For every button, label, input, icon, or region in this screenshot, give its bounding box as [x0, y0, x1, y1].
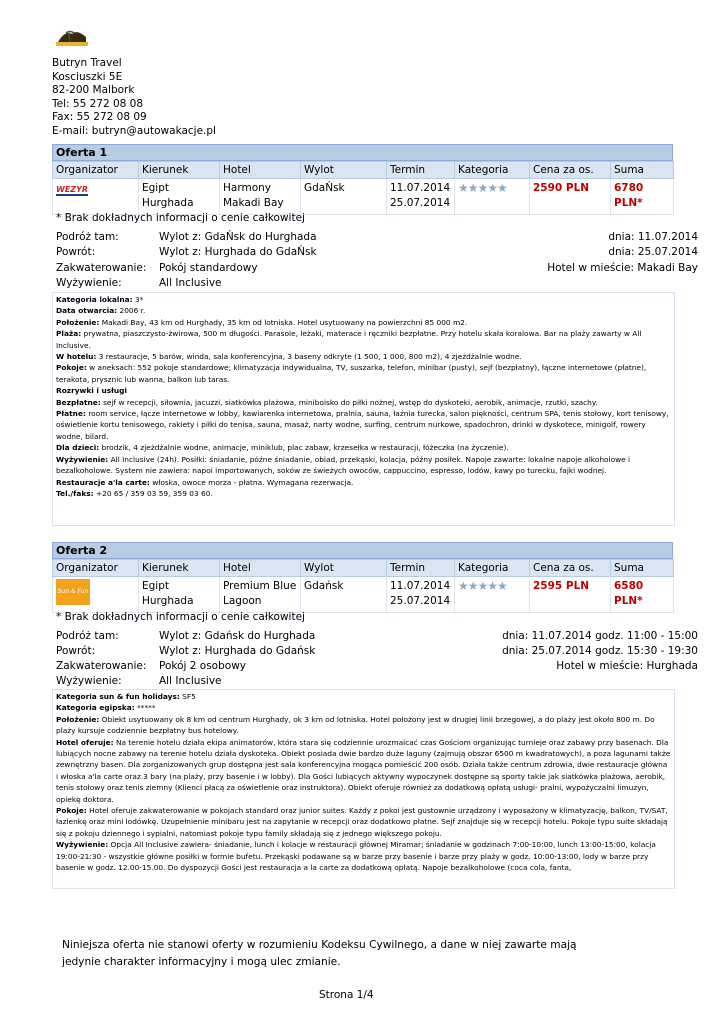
col-total: Suma	[611, 560, 674, 577]
page-number: Strona 1/4	[319, 989, 374, 1001]
disclaimer: Niniejsza oferta nie stanowi oferty w rozumieniu Kodeksu Cywilnego, a dane w niej zawarte mają jedynie charakter informacyjny i mogą ulec zmianie.	[62, 939, 577, 968]
detail-paragraph	[56, 702, 671, 713]
col-direction: Kierunek	[139, 162, 220, 179]
agency-logo	[55, 28, 89, 48]
return-row	[56, 644, 698, 659]
return-row	[56, 245, 698, 260]
detail-paragraph	[56, 477, 671, 488]
category-cell	[455, 179, 530, 215]
detail-value: w aneksach: 552 pokoje standardowe; klimatyzacja indywidualna, TV, suszarka, telefon, minibar (pusty), sejf (bezpłatny), łączne internetowe (płatne), terakota, prysznic lub wanna, balkon lub taras.	[56, 363, 647, 384]
return-label: Powrót:	[56, 246, 96, 258]
agency-contact	[52, 57, 216, 139]
direction-cell	[139, 577, 220, 613]
total-cell: 6580 PLN*	[611, 577, 674, 613]
detail-paragraph	[56, 397, 671, 408]
table-header-row	[53, 162, 674, 179]
board-value: All Inclusive	[159, 277, 222, 289]
col-organizer: Organizator	[53, 560, 139, 577]
outbound-date: dnia: 11.07.2014	[608, 231, 698, 243]
category-cell	[455, 577, 530, 613]
board-label: Wyżywienie:	[56, 675, 122, 687]
agency-street: Kosciuszki 5E	[52, 70, 123, 83]
date-cell	[387, 577, 455, 613]
detail-key: Tel./faks:	[56, 488, 94, 498]
detail-paragraph	[56, 294, 671, 305]
hotel-details	[52, 689, 675, 889]
detail-paragraph	[56, 351, 671, 362]
outbound-value: Wylot z: GdaŃsk do Hurghada	[159, 231, 317, 243]
return-value: Wylot z: Hurghada do GdaŃsk	[159, 246, 317, 258]
offer-1	[52, 144, 673, 215]
col-direction: Kierunek	[139, 560, 220, 577]
date-from: 11.07.2014	[390, 182, 451, 194]
detail-paragraph	[56, 328, 671, 351]
date-to: 25.07.2014	[390, 595, 451, 607]
accommodation-label: Zakwaterowanie:	[56, 262, 147, 274]
detail-key: Pokoje:	[56, 806, 87, 816]
col-departure: Wylot	[301, 162, 387, 179]
hotel-cell	[220, 577, 301, 613]
offer-table	[52, 161, 674, 215]
detail-key: Kategoria lokalna:	[56, 295, 133, 304]
date-to: 25.07.2014	[390, 197, 451, 209]
organizer-logo: Sun & Fun	[56, 579, 90, 605]
detail-key: Dla dzieci:	[56, 443, 100, 453]
direction-country: Egipt	[142, 580, 169, 592]
return-value: Wylot z: Hurghada do Gdańsk	[159, 645, 316, 657]
direction-city: Hurghada	[142, 595, 194, 607]
detail-value: Makadi Bay, 43 km od Hurghady, 35 km od lotniska. Hotel usytuowany na powierzchni 85 000 m2.	[99, 317, 468, 327]
outbound-value: Wylot z: Gdańsk do Hurghada	[159, 630, 316, 642]
agency-city: 82-200 Malbork	[52, 84, 135, 97]
detail-key: Wyżywienie:	[56, 840, 109, 850]
board-label: Wyżywienie:	[56, 277, 122, 289]
return-date: dnia: 25.07.2014	[608, 246, 698, 258]
price-note: * Brak dokładnych informacji o cenie całkowitej	[56, 212, 305, 224]
board-value: All Inclusive	[159, 675, 222, 687]
detail-value: 3 restauracje, 5 barów, winda, sala konferencyjna, 3 baseny odkryte (1 500, 1 000, 800 m2), 4 zjeżdżalnie wodne.	[96, 352, 522, 362]
col-price: Cena za os.	[530, 560, 611, 577]
detail-value: Hotel oferuje zakwaterowanie w pokojach standard oraz junior suites. Każdy z pokoi jest gustownie urządzony i wyposażony w klimatyzację, balkon, TV/SAT, łazienkę oraz mini lodówkę. Uzupełnienie minibaru jest na zapytanie w recepcji oraz dodatkowo płatne. Sejf znajduje się w recepcji hotelu. Pokoje typu suite składają się z pokoju dziennego i sypialni, natomiast pokoje typu family składają się z jednego większego pokoju.	[56, 806, 668, 838]
detail-value: brodzik, 4 zjeżdżalnie wodne, animacje, miniklub, plac zabaw, krzesełka w restauracji, łóżeczka (na życzenie).	[99, 443, 509, 453]
total-cell: 6780 PLN*	[611, 179, 674, 215]
accommodation-label: Zakwaterowanie:	[56, 660, 147, 672]
col-category: Kategoria	[455, 162, 530, 179]
detail-paragraph	[56, 385, 671, 396]
detail-key: Kategoria sun & fun holidays:	[56, 692, 180, 701]
detail-key: Data otwarcia:	[56, 306, 118, 316]
detail-paragraph	[56, 805, 671, 839]
detail-key: Położenie:	[56, 317, 100, 327]
price-cell: 2595 PLN	[530, 577, 611, 613]
board-row	[56, 276, 698, 291]
col-departure: Wylot	[301, 560, 387, 577]
offer-table	[52, 559, 674, 613]
table-row	[53, 577, 674, 613]
date-cell	[387, 179, 455, 215]
detail-key: Pokoje:	[56, 363, 87, 373]
detail-value: Obiekt usytuowany ok 8 km od centrum Hurghady, ok 3 km od lotniska. Hotel położony jest w drugiej linii brzegowej, a do plaży jest około 800 m. Do plaży kursuje codziennie bezpłatny bus hotelowy.	[56, 714, 655, 736]
direction-city: Hurghada	[142, 197, 194, 209]
hotel-name: Harmony	[223, 182, 271, 194]
organizer-cell	[53, 577, 139, 613]
hotel-details	[52, 292, 675, 526]
accommodation-value: Pokój standardowy	[159, 262, 258, 274]
return-label: Powrót:	[56, 645, 96, 657]
direction-cell	[139, 179, 220, 215]
star-rating-icon: ★★★★★	[458, 181, 507, 195]
hotel-name: Premium Blue	[223, 580, 297, 592]
hotel-cell	[220, 179, 301, 215]
hotel-city: Hotel w mieście: Hurghada	[556, 660, 698, 672]
detail-value: prywatna, piaszczysto-żwirowa, 500 m długości. Parasole, leżaki, materace i ręczniki bezpłatne. Przy hotelu skała koralowa. Bar na plaży zawarty w All Inclusive.	[56, 329, 642, 350]
outbound-row	[56, 230, 698, 245]
detail-value: 2006 r.	[117, 306, 146, 316]
hotel-name-2: Makadi Bay	[223, 197, 284, 209]
outbound-label: Podróż tam:	[56, 630, 119, 642]
hotel-city: Hotel w mieście: Makadi Bay	[547, 262, 698, 274]
detail-value: Na terenie hotelu działa ekipa animatorów, która stara się codziennie urozmaicać czas Gościom organizując turnieje oraz zabawy przy basenach. Dla lubiących nocne zabawy na terenie hotelu działa dyskoteka. Obiekt posiada dwie bardzo duże laguny (zajmują obszar 6500 m kwadratowych), a poza lagunami także zewnętrzny basen. Dla zorganizowanych grup dostępna jest sala konferencyjna mogąca pomieścić 200 osób. Działa także centrum zdrowia, dwie restauracje główna i włoska a'la carte oraz 3 bary (na plaży, przy basenie i w lobby). Dla Gości lubiących aktywny wypoczynek dostępne są sporty takie jak siatkówka plażowa, aerobik, tenis stołowy oraz tenis ziemny (Klienci płacą za oświetlenie oraz instruktora). Obiekt oferuje również za dodatkową opłatą usługi- pralni, wypożyczalni limuzyn, opiekę doktora.	[56, 737, 671, 804]
detail-key: Bezpłatne:	[56, 397, 101, 407]
detail-value: 3*	[132, 295, 144, 304]
detail-key: Płatne:	[56, 409, 86, 419]
outbound-date: dnia: 11.07.2014 godz. 11:00 - 15:00	[502, 630, 698, 642]
detail-key: Restauracje a'la carte:	[56, 477, 150, 487]
agency-fax: Fax: 55 272 08 09	[52, 111, 147, 124]
hotel-name-2: Lagoon	[223, 595, 262, 607]
detail-paragraph	[56, 737, 671, 805]
detail-paragraph	[56, 691, 671, 702]
col-date: Termin	[387, 162, 455, 179]
detail-paragraph	[56, 442, 671, 453]
agency-email[interactable]: E-mail: butryn@autowakacje.pl	[52, 124, 216, 137]
board-row	[56, 674, 698, 689]
detail-paragraph	[56, 362, 671, 385]
accommodation-row	[56, 261, 698, 276]
col-hotel: Hotel	[220, 560, 301, 577]
date-from: 11.07.2014	[390, 580, 451, 592]
detail-value: All Inclusive (24h). Posiłki: śniadanie, późne śniadanie, obiad, przekąski, kolacja, późny posiłek. Napoje zawarte: lokalne napoje alkoholowe i bezalkoholowe. System nie zawiera: napoi importowanych, soków ze świeżych owoców, cappuccino, espresso, lodów, kawy po turecku, fajki wodnej.	[56, 454, 631, 476]
star-rating-icon: ★★★★★	[458, 579, 507, 593]
detail-key: W hotelu:	[56, 352, 97, 362]
table-row	[53, 179, 674, 215]
direction-country: Egipt	[142, 182, 169, 194]
offer-2	[52, 542, 673, 613]
detail-paragraph	[56, 305, 671, 316]
detail-key: Hotel oferuje:	[56, 737, 114, 747]
detail-key: Położenie:	[56, 714, 100, 724]
detail-value: włoska, owoce morza - płatna. Wymagana rezerwacja.	[149, 477, 354, 487]
agency-tel: Tel: 55 272 08 08	[52, 97, 144, 110]
detail-paragraph	[56, 839, 671, 873]
detail-paragraph	[56, 714, 671, 737]
detail-key: Rozrywki i usługi	[56, 386, 127, 396]
detail-value: +20 65 / 359 03 59, 359 03 60.	[93, 488, 213, 498]
offer-title: Oferta 2	[52, 542, 673, 559]
organizer-logo: WEZYR	[56, 185, 89, 194]
col-date: Termin	[387, 560, 455, 577]
departure-cell: Gdańsk	[301, 577, 387, 613]
organizer-cell	[53, 179, 139, 215]
price-cell: 2590 PLN	[530, 179, 611, 215]
price-note: * Brak dokładnych informacji o cenie całkowitej	[56, 611, 305, 623]
detail-paragraph	[56, 454, 671, 477]
col-total: Suma	[611, 162, 674, 179]
col-category: Kategoria	[455, 560, 530, 577]
offer-title: Oferta 1	[52, 144, 673, 161]
accommodation-value: Pokój 2 osobowy	[159, 660, 246, 672]
departure-cell: GdaŃsk	[301, 179, 387, 215]
detail-paragraph	[56, 408, 671, 442]
outbound-label: Podróż tam:	[56, 231, 119, 243]
agency-name: Butryn Travel	[52, 57, 122, 69]
accommodation-row	[56, 659, 698, 674]
detail-value: *****	[134, 703, 156, 713]
detail-key: Kategoria egipska:	[56, 703, 135, 713]
detail-paragraph	[56, 488, 671, 499]
col-price: Cena za os.	[530, 162, 611, 179]
detail-key: Wyżywienie:	[56, 454, 109, 464]
detail-value: SF5	[179, 692, 196, 701]
return-date: dnia: 25.07.2014 godz. 15:30 - 19:30	[502, 645, 698, 657]
detail-paragraph	[56, 317, 671, 328]
detail-value: sejf w recepcji, siłownia, jacuzzi, siatkówka plażowa, miniboisko do piłki nożnej, wstęp do dyskoteki, aerobik, animacje, rzutki, szachy.	[100, 397, 598, 407]
col-hotel: Hotel	[220, 162, 301, 179]
detail-value: Opcja All Inclusive zawiera- śniadanie, lunch i kolacje w restauracji głównej Miramar; śniadanie w godzinach 7:00-10:00, lunch 13:00-15:00, kolacja 19:00-21:30 - wszystkie główne posiłki w formie bufetu. Przekąski podawane są w barze przy basenie i barze przy plaży w godz. 10:00-13:00, lody w barze przy basenie w godz. 12.00-15.00. Do dyspozycji Gości jest restauracja a la carte za dodatkową opłatą. Napoje bezalkoholowe (coca cola, fanta,	[56, 840, 656, 873]
detail-key: Plaża:	[56, 329, 82, 339]
table-header-row	[53, 560, 674, 577]
outbound-row	[56, 629, 698, 644]
detail-value: room service, łącze internetowe w lobby, kawiarenka internetowa, pralnia, sauna, łaźnia turecka, salon piękności, centrum SPA, tenis stołowy, kort tenisowy, oświetlenie kortu tenisowego, rakiety i piłki do tenisa, sauna, masaż, narty wodne, surfing, centrum nurkowe, spadochron, drinki w dyskotece, minigolf, rowery wodne, bilard.	[56, 409, 669, 441]
col-organizer: Organizator	[53, 162, 139, 179]
